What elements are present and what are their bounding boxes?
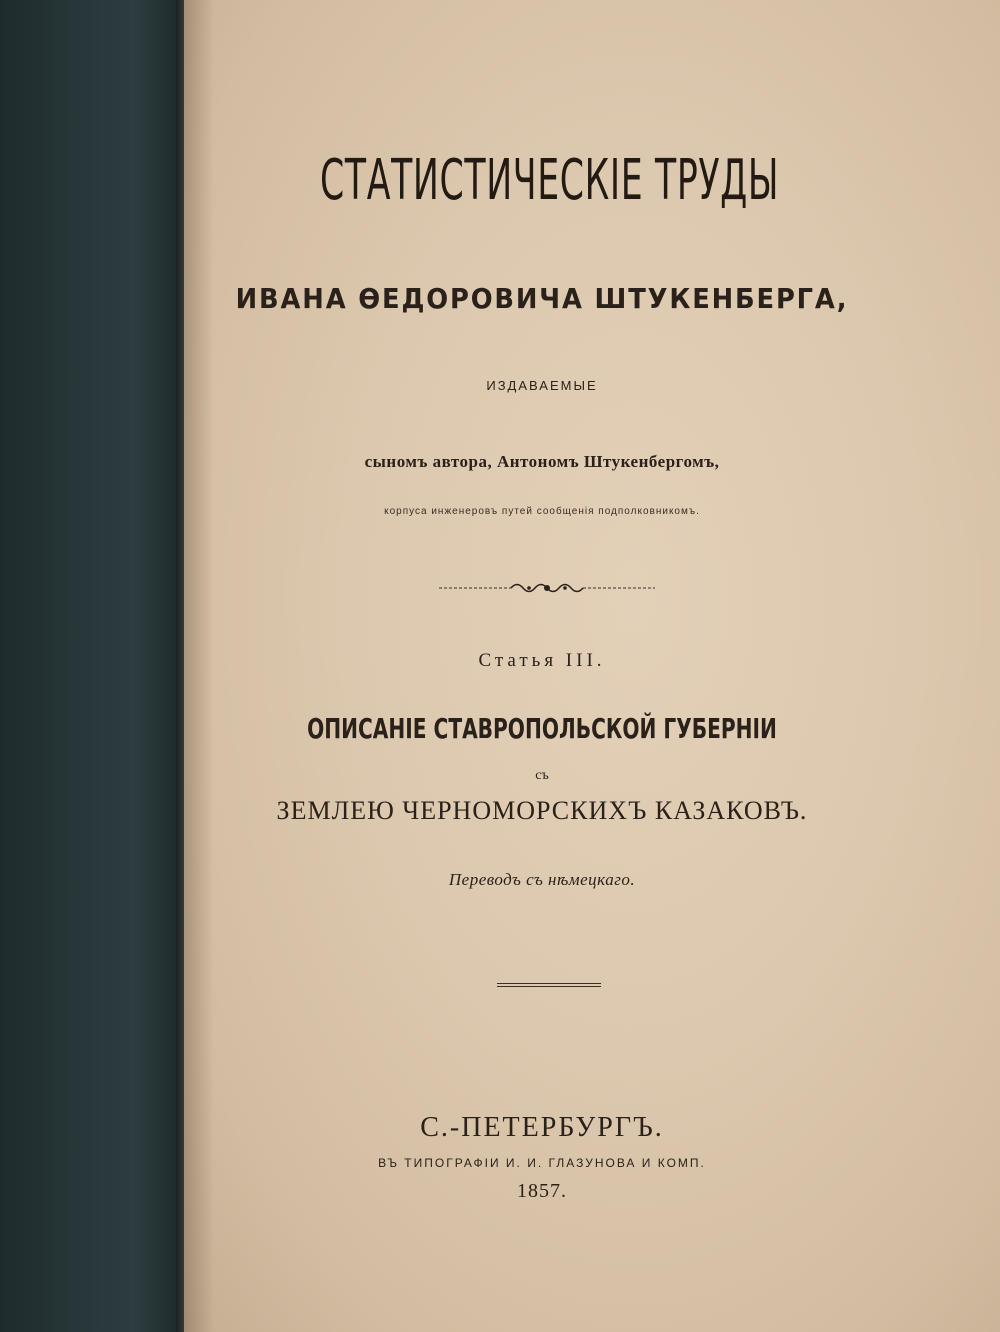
publisher-name: сыномъ автора, Антономъ Штукенбергомъ,: [364, 452, 720, 471]
double-rule: [497, 983, 601, 991]
imprint-printer: ВЪ ТИПОГРАФІИ И. И. ГЛАЗУНОВА И КОМП.: [378, 1156, 706, 1170]
book-spine: [0, 0, 190, 1332]
conjunction: съ: [535, 768, 549, 783]
article-subtitle: ЗЕМЛЕЮ ЧЕРНОМОРСКИХЪ КАЗАКОВЪ.: [276, 796, 808, 825]
main-title: СТАТИСТИЧЕСКІЕ ТРУДЫ: [320, 148, 780, 213]
imprint-city: С.-ПЕТЕРБУРГЪ.: [420, 1112, 664, 1143]
author-name: ИВАНА ѲЕДОРОВИЧА ШТУКЕНБЕРГА,: [235, 282, 849, 315]
article-number: Статья III.: [478, 650, 606, 671]
published-by-label: ИЗДАВАЕМЫЕ: [486, 378, 598, 393]
publisher-rank: корпуса инженеровъ путей сообщенія подполковникомъ.: [384, 506, 700, 517]
translation-note: Переводъ съ нѣмецкаго.: [448, 870, 636, 889]
article-title: ОПИСАНІЕ СТАВРОПОЛЬСКОЙ ГУБЕРНІИ: [307, 712, 777, 745]
imprint-year: 1857.: [517, 1180, 567, 1202]
title-page-content: [184, 0, 900, 1332]
ornament-divider: [439, 578, 655, 598]
